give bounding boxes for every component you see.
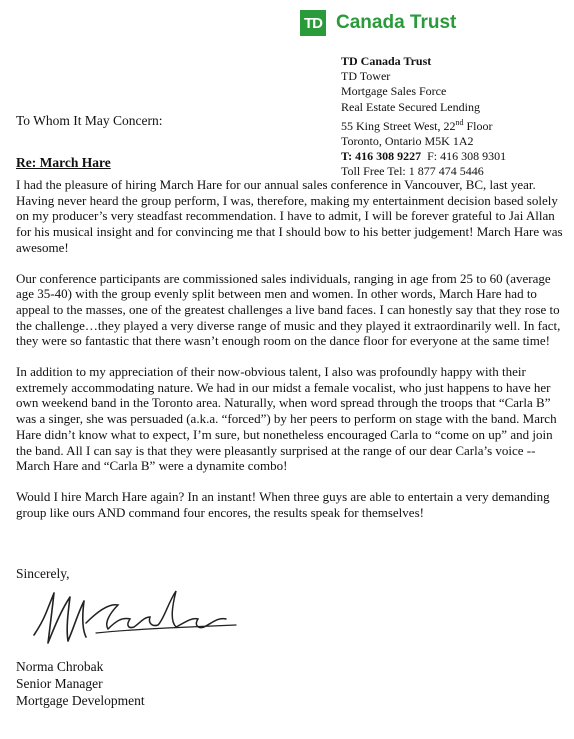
- closing: Sincerely,: [16, 566, 70, 581]
- address-line: 55 King Street West, 22nd Floor: [341, 117, 493, 133]
- address-line: Mortgage Sales Force: [341, 84, 447, 99]
- phone-line: [341, 149, 506, 164]
- tollfree-line: Toll Free Tel: 1 877 474 5446: [341, 164, 484, 179]
- letter-body: [16, 177, 564, 535]
- paragraph: In addition to my appreciation of their now-obvious talent, I also was profoundly happy with their extremely accommodating nature. We had in our midst a female vocalist, who just happens to have her own weekend band in the Toronto area. Naturally, when word spread through the troops that “Carla B” was a singer, she was persuaded (a.k.a. “forced”) by her peers to perform on stage with the band. March Hare didn’t know what to expect, I’m sure, but nonetheless encouraged Carla to “come on up” and join the band. All I can say is that they were pleasantly surprised at the range of our dear Carla’s voice -- March Hare and “Carla B” were a dynamite combo!: [16, 364, 557, 474]
- signer-name: Norma Chrobak: [16, 659, 104, 674]
- address-line: Toronto, Ontario M5K 1A2: [341, 134, 474, 149]
- address-line: Real Estate Secured Lending: [341, 99, 480, 114]
- phone: T: 416 308 9227: [341, 149, 422, 164]
- td-shield-icon: TD: [300, 10, 326, 36]
- signer-department: Mortgage Development: [16, 692, 145, 708]
- paragraph: I had the pleasure of hiring March Hare for our annual sales conference in Vancouver, BC, last year. Having never heard the group perform, I was, therefore, making my entertainment decision based solely on my producer’s very steadfast recommendation. I have to admit, I will be forever grateful to Jai Allan for his musical insight and for convincing me that I should bow to his better judgement! March Hare was awesome!: [16, 177, 563, 255]
- paragraph: Our conference participants are commissioned sales individuals, ranging in age from 25 to 60 (average age 35-40) with the group evenly split between men and women. In other words, March Hare had to appeal to the masses, one of the greatest challenges a live band faces. I can honestly say that they rose to the challenge…they played a very diverse range of music and they played it extraordinarily well. In fact, they were so fantastic that there wasn’t enough room on the dance floor for everyone at the same time!: [16, 270, 561, 349]
- address-line: TD Tower: [341, 69, 391, 84]
- td-logo: [300, 8, 456, 38]
- company-name: TD Canada Trust: [341, 54, 432, 68]
- signature-image: [26, 583, 246, 653]
- letterhead-address: [341, 54, 506, 180]
- fax: F: 416 308 9301: [427, 149, 507, 164]
- subject-line: Re: March Hare: [16, 155, 111, 170]
- signer-title: Senior Manager: [16, 675, 103, 691]
- salutation: To Whom It May Concern:: [16, 113, 163, 128]
- paragraph: Would I hire March Hare again? In an instant! When three guys are able to entertain a very demanding group like ours AND command four encores, the results speak for themselves!: [16, 488, 550, 520]
- brand-name: Canada Trust: [336, 12, 457, 33]
- signer-block: [16, 659, 145, 709]
